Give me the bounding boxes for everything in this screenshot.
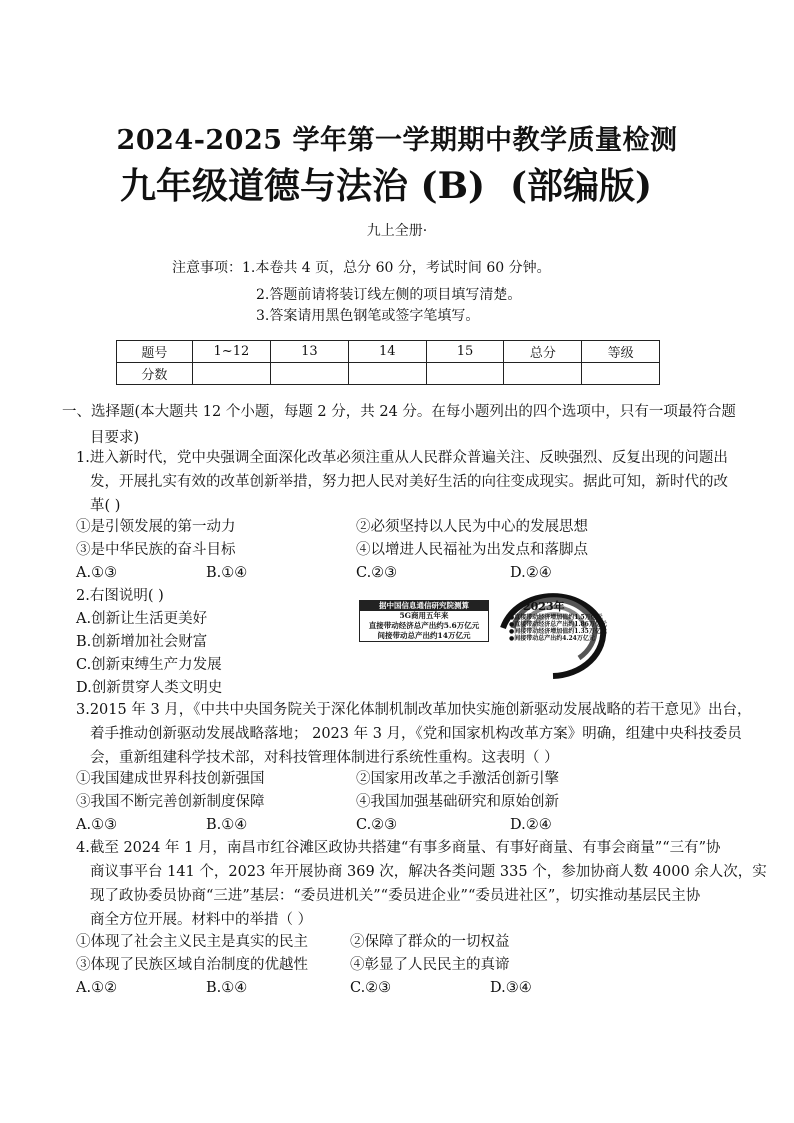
q3-statement-1: ①我国建成世界科技创新强国 [76, 771, 265, 787]
subject-title-left: 九年级道德与法治 (B) [120, 165, 486, 207]
score-input-cell[interactable] [504, 363, 582, 385]
q2-option-b[interactable]: B.创新增加社会财富 [76, 634, 208, 650]
q3-option-d[interactable]: D.②④ [510, 817, 552, 833]
q4-statement-1: ①体现了社会主义民主是真实的民主 [76, 934, 308, 950]
score-header-cell: 14 [348, 341, 426, 363]
score-table [116, 340, 660, 385]
score-input-cell[interactable] [582, 363, 660, 385]
q4-option-a[interactable]: A.①② [76, 980, 118, 996]
q4-option-b[interactable]: B.①④ [206, 980, 248, 996]
figure-arcs [357, 584, 657, 680]
edition-label: (部编版) [510, 165, 653, 207]
q1-stem: 1.进入新时代，党中央强调全面深化改革必须注重从人民群众普遍关注、反映强烈、反复出现的问题出 [76, 450, 728, 466]
q1-option-c[interactable]: C.②③ [356, 565, 398, 581]
q3-stem: 着手推动创新驱动发展战略落地； 2023 年 3 月，《党和国家机构改革方案》明确，组建中央科技委员 [90, 726, 742, 742]
q3-statement-2: ②国家用改革之手激活创新引擎 [356, 771, 559, 787]
q1-option-a[interactable]: A.①③ [76, 565, 118, 581]
q1-stem: 革( ) [90, 498, 121, 514]
figure-box-line: 直接带动经济总产出约5.6万亿元 [368, 621, 480, 630]
subject-title [120, 158, 680, 209]
q4-stem: 商全方位开展。材料中的举措（ ） [90, 912, 313, 928]
figure-legend-item: ●间接带动总产出约4.24万亿元 [509, 635, 595, 642]
score-row-label: 分数 [117, 363, 193, 385]
q4-statement-3: ③体现了民族区域自治制度的优越性 [76, 957, 308, 973]
q3-stem: 3.2015 年 3 月，《中共中央国务院关于深化体制机制改革加快实施创新驱动发展战略的若干意见》出台， [76, 702, 752, 718]
note-2: 2.答题前请将装订线左侧的项目填写清楚。 [256, 287, 522, 303]
q4-stem: 商议事平台 141 个，2023 年开展协商 369 次，解决各类问题 335 个，参加协商人数 4000 余人次，实 [90, 864, 767, 880]
q4-statement-4: ④彰显了人民民主的真谛 [350, 957, 510, 973]
q3-option-b[interactable]: B.①④ [206, 817, 248, 833]
figure-legend-item: ●直接带动经济增加值约1.5万亿元 [509, 614, 603, 621]
figure-year: 2023年 [523, 600, 565, 613]
exam-scope: 九上全册· [366, 223, 428, 239]
score-input-cell[interactable] [348, 363, 426, 385]
q1-statement-4: ④以增进人民福祉为出发点和落脚点 [356, 542, 588, 558]
score-table-score-row [117, 363, 660, 385]
q3-statement-4: ④我国加强基础研究和原始创新 [356, 794, 559, 810]
q3-stem: 会，重新组建科学技术部，对科技管理体制进行系统性重构。这表明（ ） [90, 750, 559, 766]
q2-option-a[interactable]: A.创新让生活更美好 [76, 611, 208, 627]
q2-stem: 2.右图说明( ) [76, 588, 164, 604]
score-header-cell: 题号 [117, 341, 193, 363]
q2-option-d[interactable]: D.创新贯穿人类文明史 [76, 680, 223, 696]
score-header-cell: 13 [270, 341, 348, 363]
score-header-cell: 15 [426, 341, 504, 363]
score-header-cell: 1~12 [192, 341, 270, 363]
q1-statement-3: ③是中华民族的奋斗目标 [76, 542, 236, 558]
note-1: 注意事项：1.本卷共 4 页，总分 60 分，考试时间 60 分钟。 [172, 260, 551, 276]
figure-legend-item: ●间接带动经济增加值约1.35万亿元 [509, 628, 607, 635]
q4-statement-2: ②保障了群众的一切权益 [350, 934, 510, 950]
q2-figure [357, 584, 657, 680]
q4-stem: 现了政协委员协商“三进”基层：“委员进机关”“委员进企业”“委员进社区”，切实推动基层民主协 [90, 888, 701, 904]
q4-option-c[interactable]: C.②③ [350, 980, 392, 996]
q1-option-d[interactable]: D.②④ [510, 565, 552, 581]
figure-legend-item: ●直接带动经济总产出约1.86万亿元 [509, 621, 607, 628]
score-table-header-row [117, 341, 660, 363]
score-input-cell[interactable] [192, 363, 270, 385]
q3-statement-3: ③我国不断完善创新制度保障 [76, 794, 265, 810]
q3-option-a[interactable]: A.①③ [76, 817, 118, 833]
q3-option-c[interactable]: C.②③ [356, 817, 398, 833]
figure-box-line: 5G商用五年来 [399, 611, 449, 620]
figure-box-title: 据中国信息通信研究院测算 [360, 601, 488, 611]
q1-statement-2: ②必须坚持以人民为中心的发展思想 [356, 519, 588, 535]
section-heading-cont: 目要求) [90, 430, 140, 446]
figure-box-line: 间接带动总产出约14万亿元 [377, 631, 471, 640]
q2-option-c[interactable]: C.创新束缚生产力发展 [76, 657, 222, 673]
exam-title: 2024-2025 学年第一学期期中教学质量检测 [116, 125, 678, 156]
score-header-cell: 总分 [504, 341, 582, 363]
score-input-cell[interactable] [270, 363, 348, 385]
q1-statement-1: ①是引领发展的第一动力 [76, 519, 236, 535]
q4-stem: 4.截至 2024 年 1 月，南昌市红谷滩区政协共搭建“有事多商量、有事好商量、有事会商量”“三有”协 [76, 840, 721, 856]
score-input-cell[interactable] [426, 363, 504, 385]
section-heading: 一、选择题(本大题共 12 个小题，每题 2 分，共 24 分。在每小题列出的四个选项中，只有一项最符合题 [62, 404, 736, 420]
score-header-cell: 等级 [582, 341, 660, 363]
q4-option-d[interactable]: D.③④ [490, 980, 532, 996]
note-3: 3.答案请用黑色钢笔或签字笔填写。 [256, 308, 480, 324]
q1-stem: 发，开展扎实有效的改革创新举措，努力把人民对美好生活的向往变成现实。据此可知，新时代的改 [90, 474, 728, 490]
q1-option-b[interactable]: B.①④ [206, 565, 248, 581]
